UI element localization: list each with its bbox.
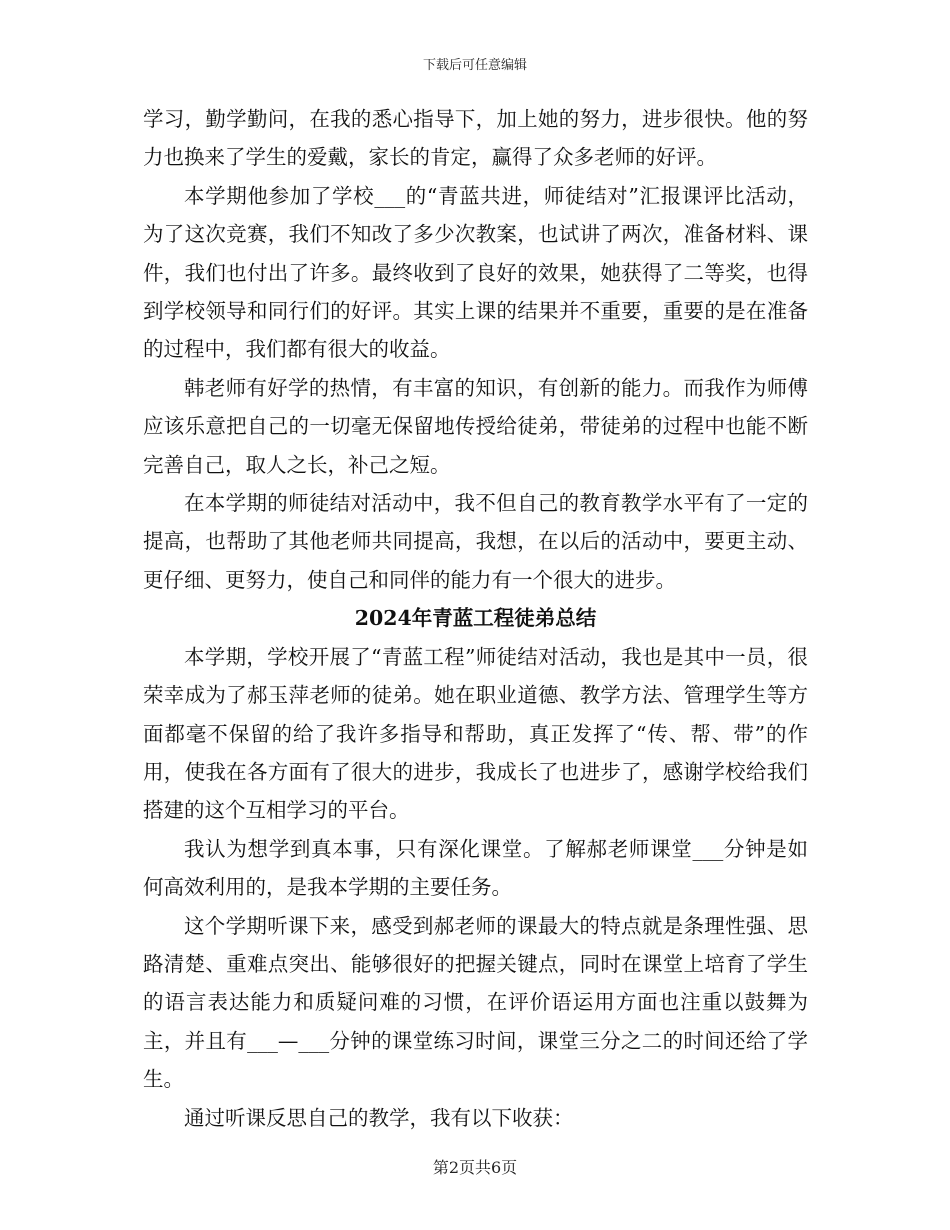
paragraph-1: 学习，勤学勤问，在我的悉心指导下，加上她的努力，进步很快。他的努力也换来了学生的爱戴，家长的肯定，赢得了众多老师的好评。 <box>143 107 808 170</box>
paragraph-6: 我认为想学到真本事，只有深化课堂。了解郝老师课堂___分钟是如何高效利用的，是我本学期的主要任务。 <box>143 836 808 900</box>
page-footer: 第2页共6页 <box>432 1158 518 1177</box>
document-body <box>143 100 808 1137</box>
paragraph-8: 通过听课反思自己的教学，我有以下收获： <box>184 1105 574 1130</box>
paragraph-4: 在本学期的师徒结对活动中，我不但自己的教育教学水平有了一定的提高，也帮助了其他老师共同提高，我想，在以后的活动中，要更主动、更仔细、更努力，使自己和同伴的能力有一个很大的进步。 <box>143 491 808 592</box>
section-title: 2024年青蓝工程徒弟总结 <box>354 606 597 631</box>
paragraph-5: 本学期，学校开展了“青蓝工程”师徒结对活动，我也是其中一员，很荣幸成为了郝玉萍老师的徒弟。她在职业道德、教学方法、管理学生等方面都毫不保留的给了我许多指导和帮助，真正发挥了“传、帮、带”的作用，使我在各方面有了很大的进步，我成长了也进步了，感谢学校给我们搭建的这个互相学习的平台。 <box>143 644 808 823</box>
paragraph-2: 本学期他参加了学校___的“青蓝共进，师徒结对”汇报课评比活动，为了这次竞赛，我们不知改了多少次教案，也试讲了两次，准备材料、课件，我们也付出了许多。最终收到了良好的效果，她获得了二等奖，也得到学校领导和同行们的好评。其实上课的结果并不重要，重要的是在准备的过程中，我们都有很大的收益。 <box>143 183 808 362</box>
page-header: 下载后可任意编辑 <box>422 58 527 73</box>
paragraph-7: 这个学期听课下来，感受到郝老师的课最大的特点就是条理性强、思路清楚、重难点突出、能够很好的把握关键点，同时在课堂上培育了学生的语言表达能力和质疑问难的习惯，在评价语运用方面也注重以鼓舞为主，并且有___—___分钟的课堂练习时间，课堂三分之二的时间还给了学生。 <box>143 913 808 1092</box>
paragraph-3: 韩老师有好学的热情，有丰富的知识，有创新的能力。而我作为师傅应该乐意把自己的一切毫无保留地传授给徒弟，带徒弟的过程中也能不断完善自己，取人之长，补己之短。 <box>143 375 808 477</box>
